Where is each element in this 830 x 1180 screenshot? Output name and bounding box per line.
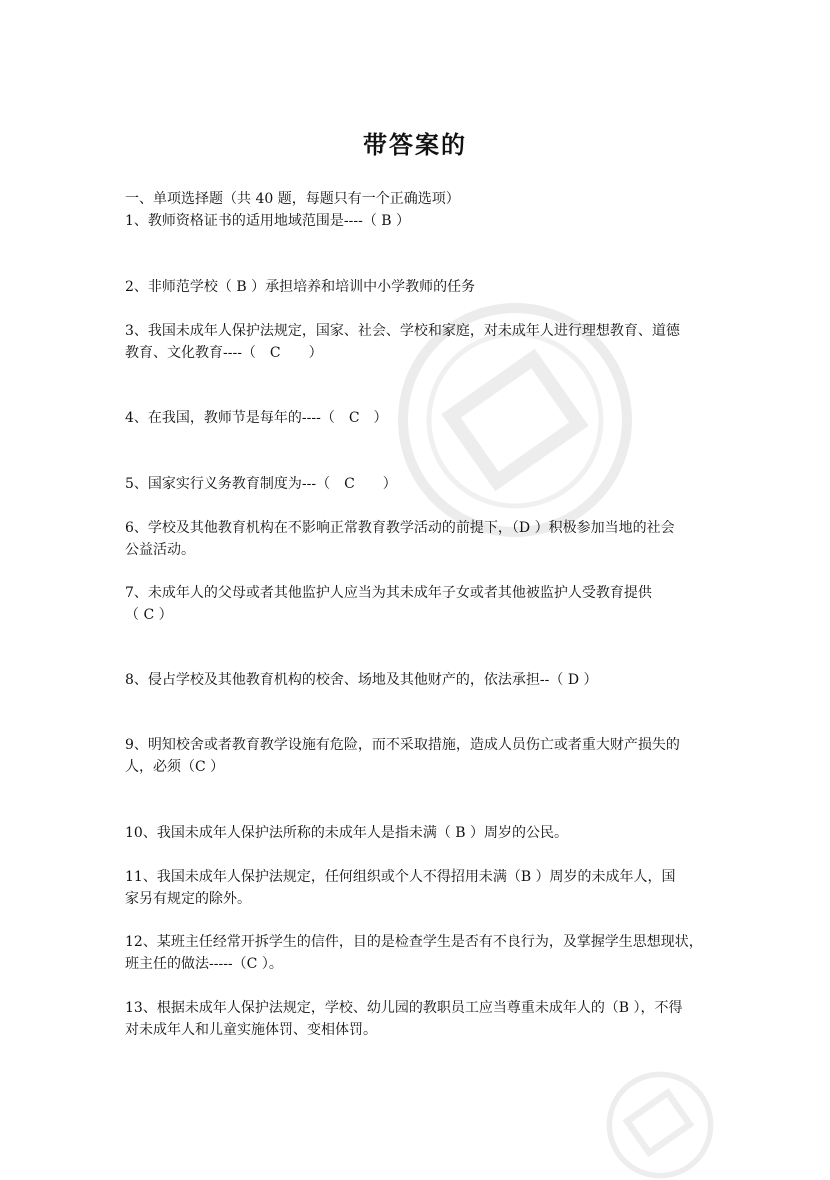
question-11-stem-cont: 家另有规定的除外。	[125, 891, 251, 907]
watermark-seal-bottom	[560, 1070, 760, 1180]
question-3-stem: 3、我国未成年人保护法规定，国家、社会、学校和家庭，对未成年人进行理想教育、道德	[125, 323, 680, 339]
question-10-stem: 10、我国未成年人保护法所称的未成年人是指未满（ B ）周岁的公民。	[125, 825, 569, 841]
question-7-stem-cont: （ C ）	[125, 607, 173, 623]
question-6-stem-cont: 公益活动。	[125, 542, 195, 558]
question-1-stem: 1、教师资格证书的适用地域范围是----（ B ）	[125, 213, 411, 229]
question-2-stem: 2、非师范学校（ B ）承担培养和培训中小学教师的任务	[125, 279, 476, 295]
question-9-stem: 9、明知校舍或者教育教学设施有危险，而不采取措施，造成人员伤亡或者重大财产损失的	[125, 737, 680, 753]
question-13-stem: 13、根据未成年人保护法规定，学校、幼儿园的教职员工应当尊重未成年人的（B ），不得	[125, 1000, 683, 1016]
question-8-stem: 8、侵占学校及其他教育机构的校舍、场地及其他财产的，依法承担--（ D ）	[125, 672, 598, 688]
question-3-stem-cont: 教育、文化教育----（ C ）	[125, 345, 323, 361]
section-heading: 一、单项选择题（共 40 题，每题只有一个正确选项）	[125, 191, 460, 207]
question-7-stem: 7、未成年人的父母或者其他监护人应当为其未成年子女或者其他被监护人受教育提供	[125, 585, 652, 601]
question-11-stem: 11、我国未成年人保护法规定，任何组织或个人不得招用未满（B ）周岁的未成年人，国	[125, 869, 676, 885]
question-6-stem: 6、学校及其他教育机构在不影响正常教育教学活动的前提下，（D ）积极参加当地的社会	[125, 520, 675, 536]
page-title: 带答案的	[363, 131, 467, 159]
question-12-stem-cont: 班主任的做法-----（C ）。	[125, 956, 283, 972]
question-12-stem: 12、某班主任经常开拆学生的信件，目的是检查学生是否有不良行为，及掌握学生思想现状，	[125, 934, 703, 950]
question-4-stem: 4、在我国，教师节是每年的----（ C ）	[125, 410, 388, 426]
question-13-stem-cont: 对未成年人和儿童实施体罚、变相体罚。	[125, 1022, 377, 1038]
question-9-stem-cont: 人，必须（C ）	[125, 759, 225, 775]
question-5-stem: 5、国家实行义务教育制度为---（ C ）	[125, 476, 397, 492]
